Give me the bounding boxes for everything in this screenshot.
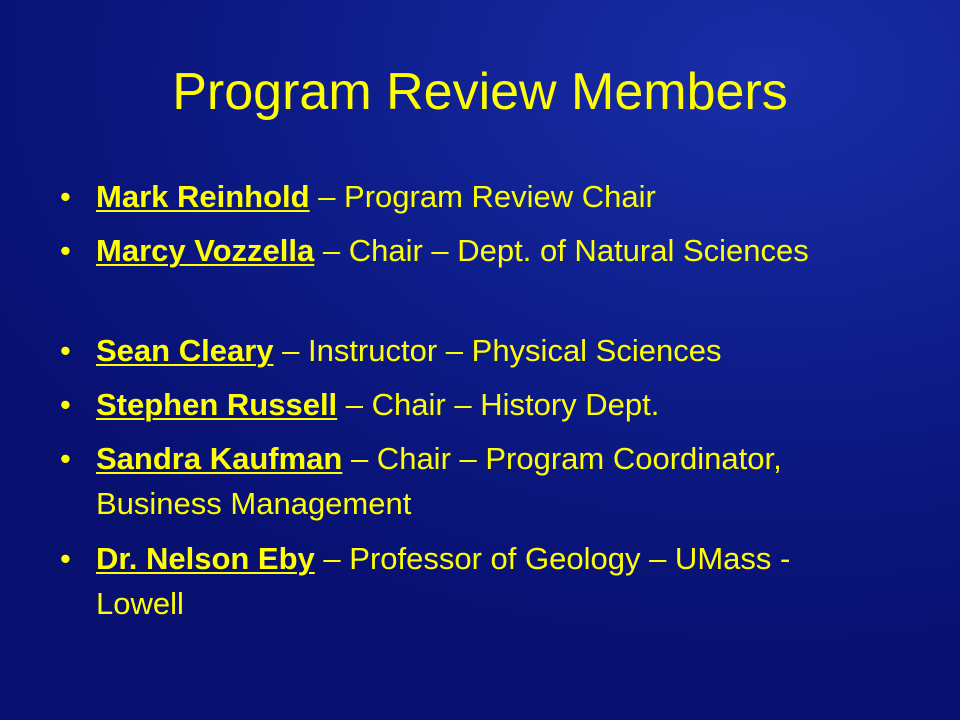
member-name-link[interactable]: Sandra Kaufman: [96, 441, 343, 476]
item-text: [96, 436, 880, 526]
list-item: [60, 382, 880, 427]
list-item: [60, 536, 880, 626]
member-role: – Professor of Geology – UMass - Lowell: [96, 541, 791, 621]
list-item: [60, 174, 880, 219]
item-text: [96, 174, 880, 219]
member-name-link[interactable]: Mark Reinhold: [96, 179, 310, 214]
bullet-icon: •: [60, 179, 71, 214]
slide-title: Program Review Members: [172, 63, 788, 121]
list-item: [60, 436, 880, 526]
member-role: – Chair – History Dept.: [337, 387, 660, 422]
item-text: [96, 228, 880, 273]
member-role: – Instructor – Physical Sciences: [273, 333, 722, 368]
bullet-icon: •: [60, 333, 71, 368]
bullet-icon: •: [60, 441, 71, 476]
member-name-link[interactable]: Stephen Russell: [96, 387, 338, 422]
member-role: – Chair – Program Coordinator, Business Management: [96, 441, 782, 521]
item-text: [96, 536, 880, 626]
bullet-icon: •: [60, 387, 71, 422]
item-text: [96, 382, 880, 427]
member-name-link[interactable]: Sean Cleary: [96, 333, 274, 368]
list-item: [60, 328, 880, 373]
member-role: – Chair – Dept. of Natural Sciences: [314, 233, 809, 268]
member-role: – Program Review Chair: [309, 179, 656, 214]
item-text: [96, 328, 880, 373]
list-item: [60, 228, 880, 273]
member-name-link[interactable]: Marcy Vozzella: [96, 233, 315, 268]
member-name-link[interactable]: Dr. Nelson Eby: [96, 541, 315, 576]
bullet-icon: •: [60, 233, 71, 268]
bullet-icon: •: [60, 541, 71, 576]
